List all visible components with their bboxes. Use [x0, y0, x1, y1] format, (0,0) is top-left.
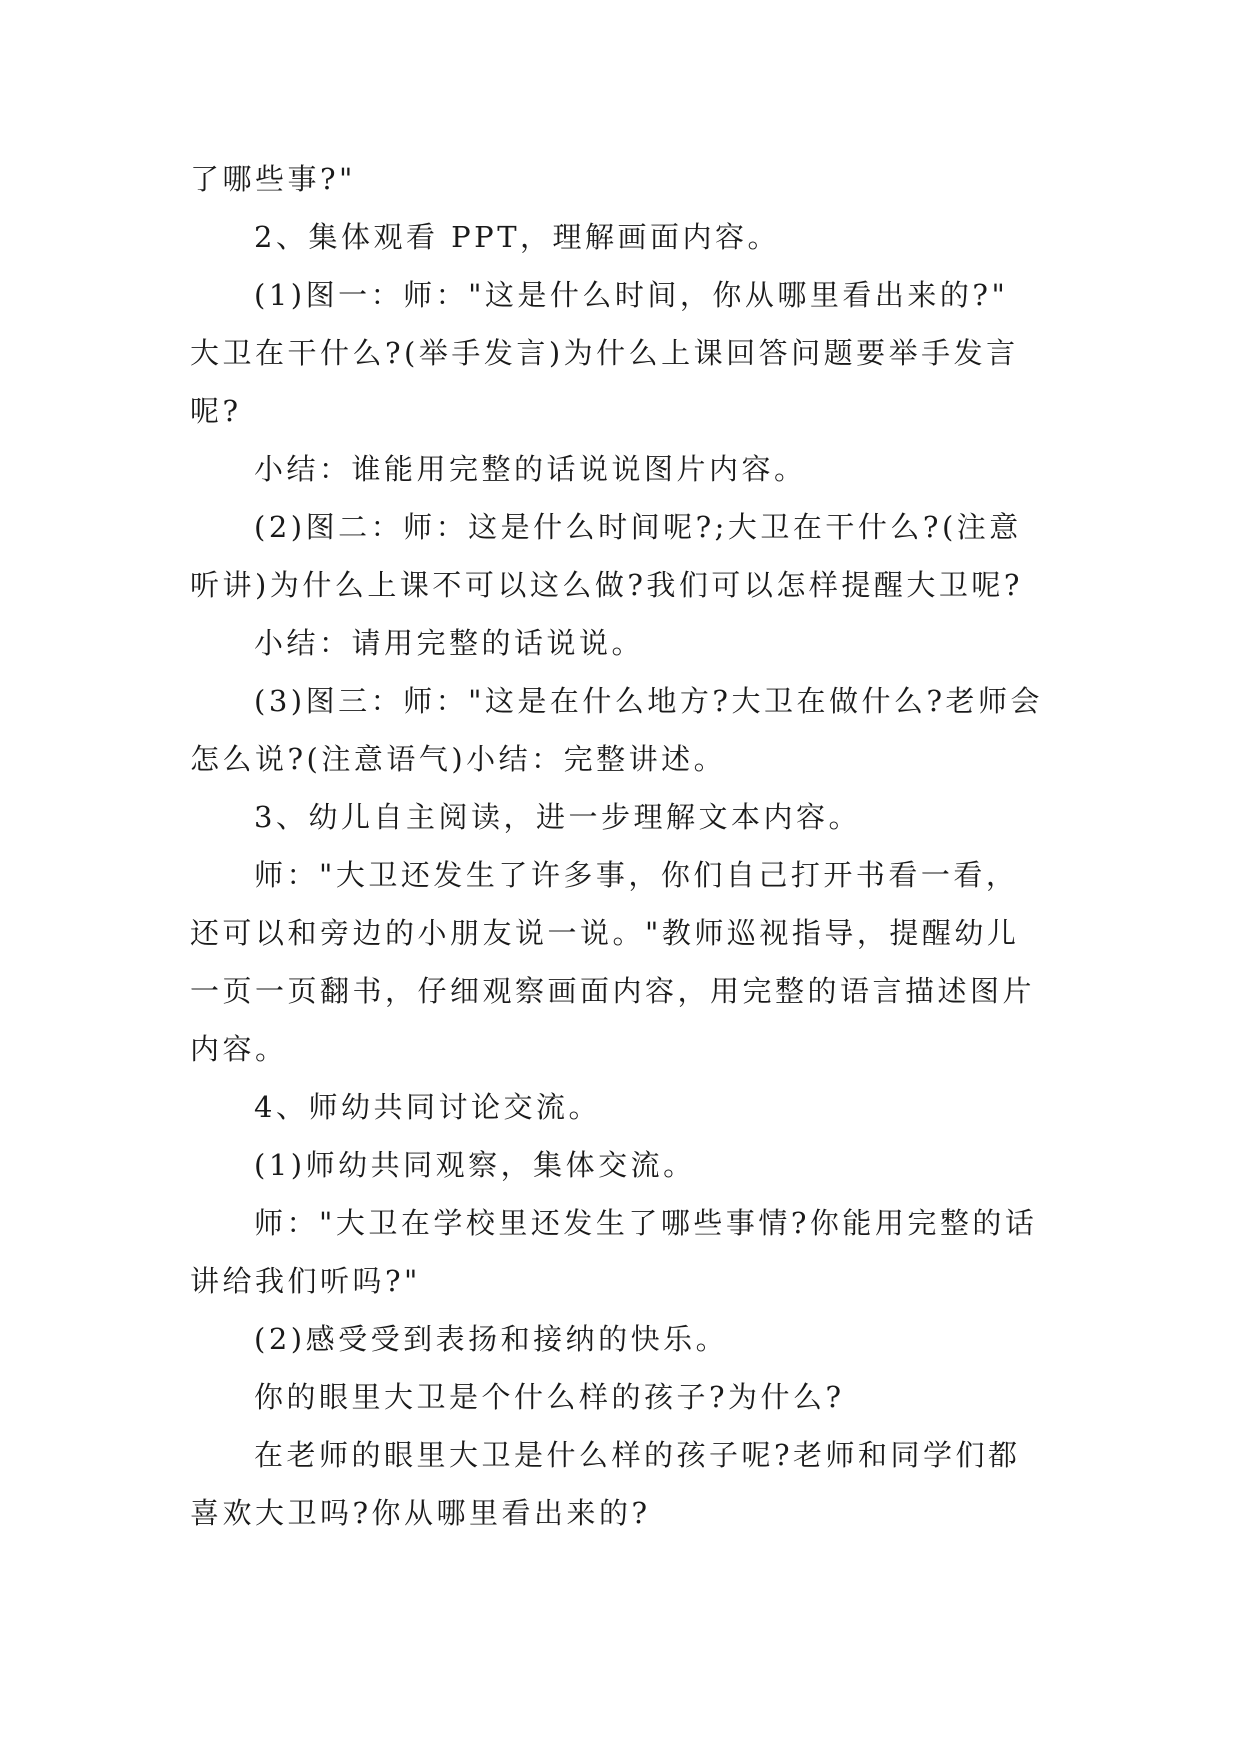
paragraph-continuation: [190, 1252, 1070, 1310]
text-line: 呢?: [190, 394, 242, 428]
paragraph: [190, 1078, 1070, 1136]
text-line: 讲给我们听吗?": [190, 1264, 421, 1298]
text-line: (1)师幼共同观察，集体交流。: [254, 1148, 696, 1182]
paragraph: [190, 788, 1070, 846]
paragraph-continuation: [190, 904, 1070, 1078]
text-line: 喜欢大卫吗?你从哪里看出来的?: [190, 1496, 651, 1530]
paragraph-continuation: [190, 556, 1070, 614]
text-line: (2)感受受到表扬和接纳的快乐。: [254, 1322, 729, 1356]
text-line: 在老师的眼里大卫是什么样的孩子呢?老师和同学们都: [254, 1438, 1021, 1472]
text-line: 3、幼儿自主阅读，进一步理解文本内容。: [254, 800, 861, 834]
text-line: 一页一页翻书，仔细观察画面内容，用完整的语言描述图片: [190, 974, 1036, 1008]
text-line: 内容。: [190, 1032, 288, 1066]
text-line: 大卫在干什么?(举手发言)为什么上课回答问题要举手发言: [190, 336, 1019, 370]
paragraph: [190, 208, 1070, 266]
paragraph: [190, 1310, 1070, 1368]
text-line: 你的眼里大卫是个什么样的孩子?为什么?: [254, 1380, 845, 1414]
paragraph: [190, 1426, 1070, 1484]
text-line: 听讲)为什么上课不可以这么做?我们可以怎样提醒大卫呢?: [190, 568, 1023, 602]
paragraph: [190, 614, 1070, 672]
paragraph: [190, 150, 1070, 208]
text-line: 了哪些事?": [190, 162, 356, 196]
paragraph: [190, 266, 1070, 324]
text-line: 师："大卫在学校里还发生了哪些事情?你能用完整的话: [254, 1206, 1038, 1240]
text-line: 怎么说?(注意语气)小结：完整讲述。: [190, 742, 727, 776]
paragraph: [190, 498, 1070, 556]
document-page: [190, 150, 1070, 1542]
text-line: 2、集体观看 PPT，理解画面内容。: [254, 220, 781, 254]
text-line: (1)图一：师："这是什么时间，你从哪里看出来的?": [254, 278, 1009, 312]
text-line: 小结：谁能用完整的话说说图片内容。: [254, 452, 807, 486]
paragraph: [190, 1136, 1070, 1194]
paragraph-continuation: [190, 730, 1070, 788]
text-line: 师："大卫还发生了许多事，你们自己打开书看一看，: [254, 858, 1019, 892]
paragraph: [190, 440, 1070, 498]
text-line: 小结：请用完整的话说说。: [254, 626, 645, 660]
paragraph-continuation: [190, 1484, 1070, 1542]
text-line: 还可以和旁边的小朋友说一说。"教师巡视指导，提醒幼儿: [190, 916, 1020, 950]
paragraph: [190, 672, 1070, 730]
text-line: (2)图二：师：这是什么时间呢?;大卫在干什么?(注意: [254, 510, 1022, 544]
text-line: (3)图三：师："这是在什么地方?大卫在做什么?老师会: [254, 684, 1044, 718]
paragraph-continuation: [190, 324, 1070, 440]
paragraph: [190, 1194, 1070, 1252]
paragraph: [190, 1368, 1070, 1426]
paragraph: [190, 846, 1070, 904]
text-line: 4、师幼共同讨论交流。: [254, 1090, 601, 1124]
